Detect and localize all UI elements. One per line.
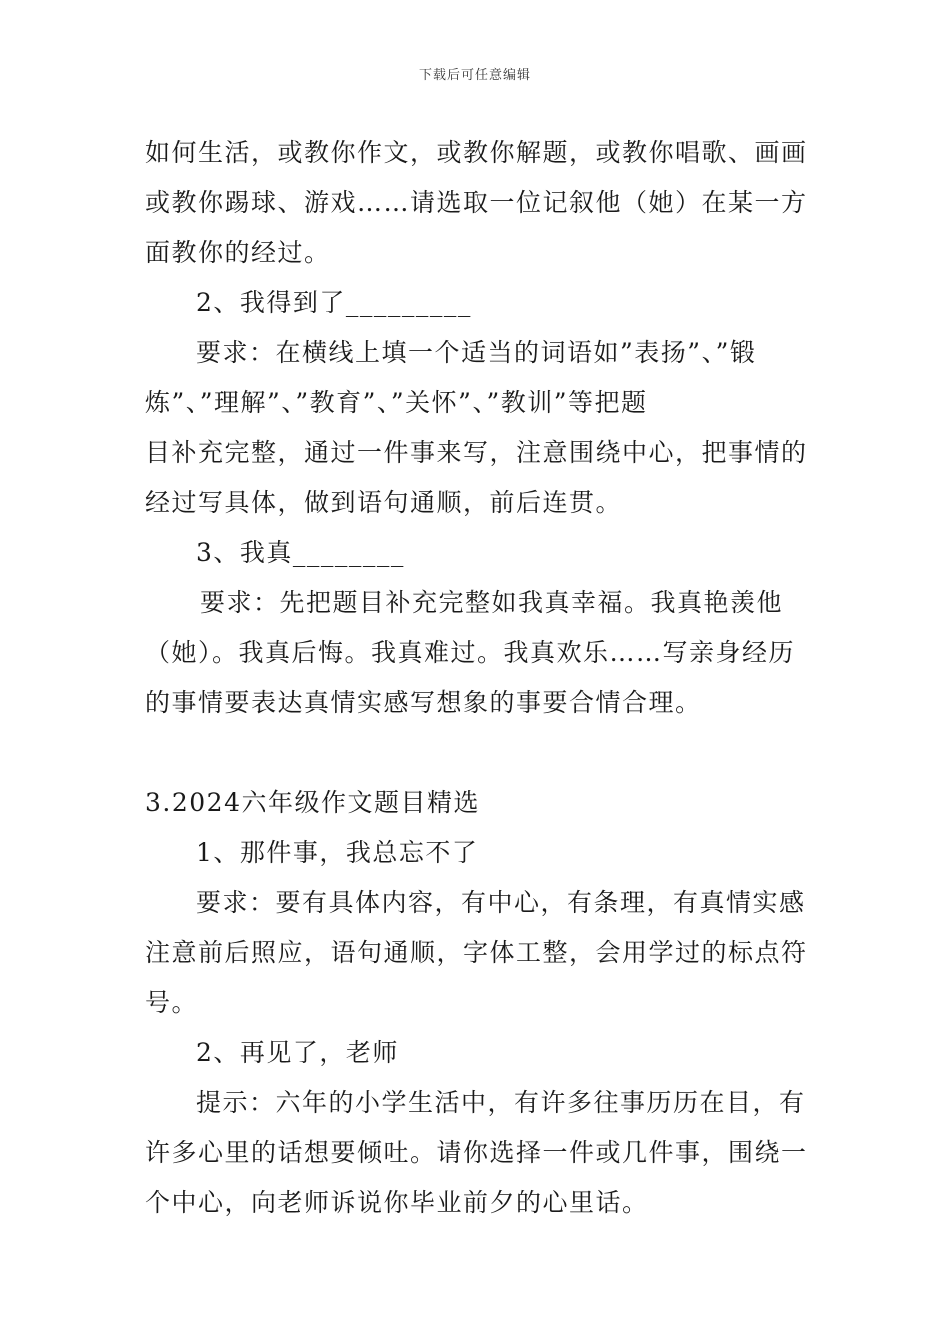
- text-line: 经过写具体，做到语句通顺，前后连贯。: [145, 488, 623, 517]
- text-line: 要求：先把题目补充完整如我真幸福。我真艳羡他: [200, 588, 784, 617]
- document-body: [145, 128, 815, 1228]
- topic-title-s1: 1、那件事，我总忘不了: [196, 838, 479, 867]
- text-line: 或教你踢球、游戏……请选取一位记叙他（她）在某一方: [145, 188, 808, 217]
- text-line: 要求：在横线上填一个适当的词语如”表扬”、”锻: [196, 338, 757, 367]
- text-line: 如何生活，或教你作文，或教你解题，或教你唱歌、画画: [145, 138, 808, 167]
- text-line: 面教你的经过。: [145, 238, 331, 267]
- text-line: 的事情要表达真情实感写想象的事要合情合理。: [145, 688, 702, 717]
- text-line: （她）。我真后悔。我真难过。我真欢乐……写亲身经历: [145, 638, 796, 667]
- text-line: 注意前后照应，语句通顺，字体工整，会用学过的标点符: [145, 938, 808, 967]
- topic-title-3: 3、我真________: [196, 538, 405, 567]
- text-line: 号。: [145, 988, 199, 1017]
- text-line: 目补充完整，通过一件事来写，注意围绕中心，把事情的: [145, 438, 808, 467]
- topic-title-s2: 2、再见了，老师: [196, 1038, 399, 1067]
- text-line: 个中心，向老师诉说你毕业前夕的心里话。: [145, 1188, 649, 1217]
- text-line: 要求：要有具体内容，有中心，有条理，有真情实感: [196, 888, 806, 917]
- text-line: 提示：六年的小学生活中，有许多往事历历在目，有: [196, 1088, 806, 1117]
- page-header-note: 下载后可任意编辑: [418, 68, 531, 83]
- topic-title-2: 2、我得到了_________: [196, 288, 472, 317]
- section-title: 3.2024六年级作文题目精选: [145, 788, 480, 817]
- text-line: 炼”、”理解”、”教育”、”关怀”、”教训”等把题: [145, 388, 648, 417]
- text-line: 许多心里的话想要倾吐。请你选择一件或几件事，围绕一: [145, 1138, 808, 1167]
- paragraph-gap: [145, 728, 815, 778]
